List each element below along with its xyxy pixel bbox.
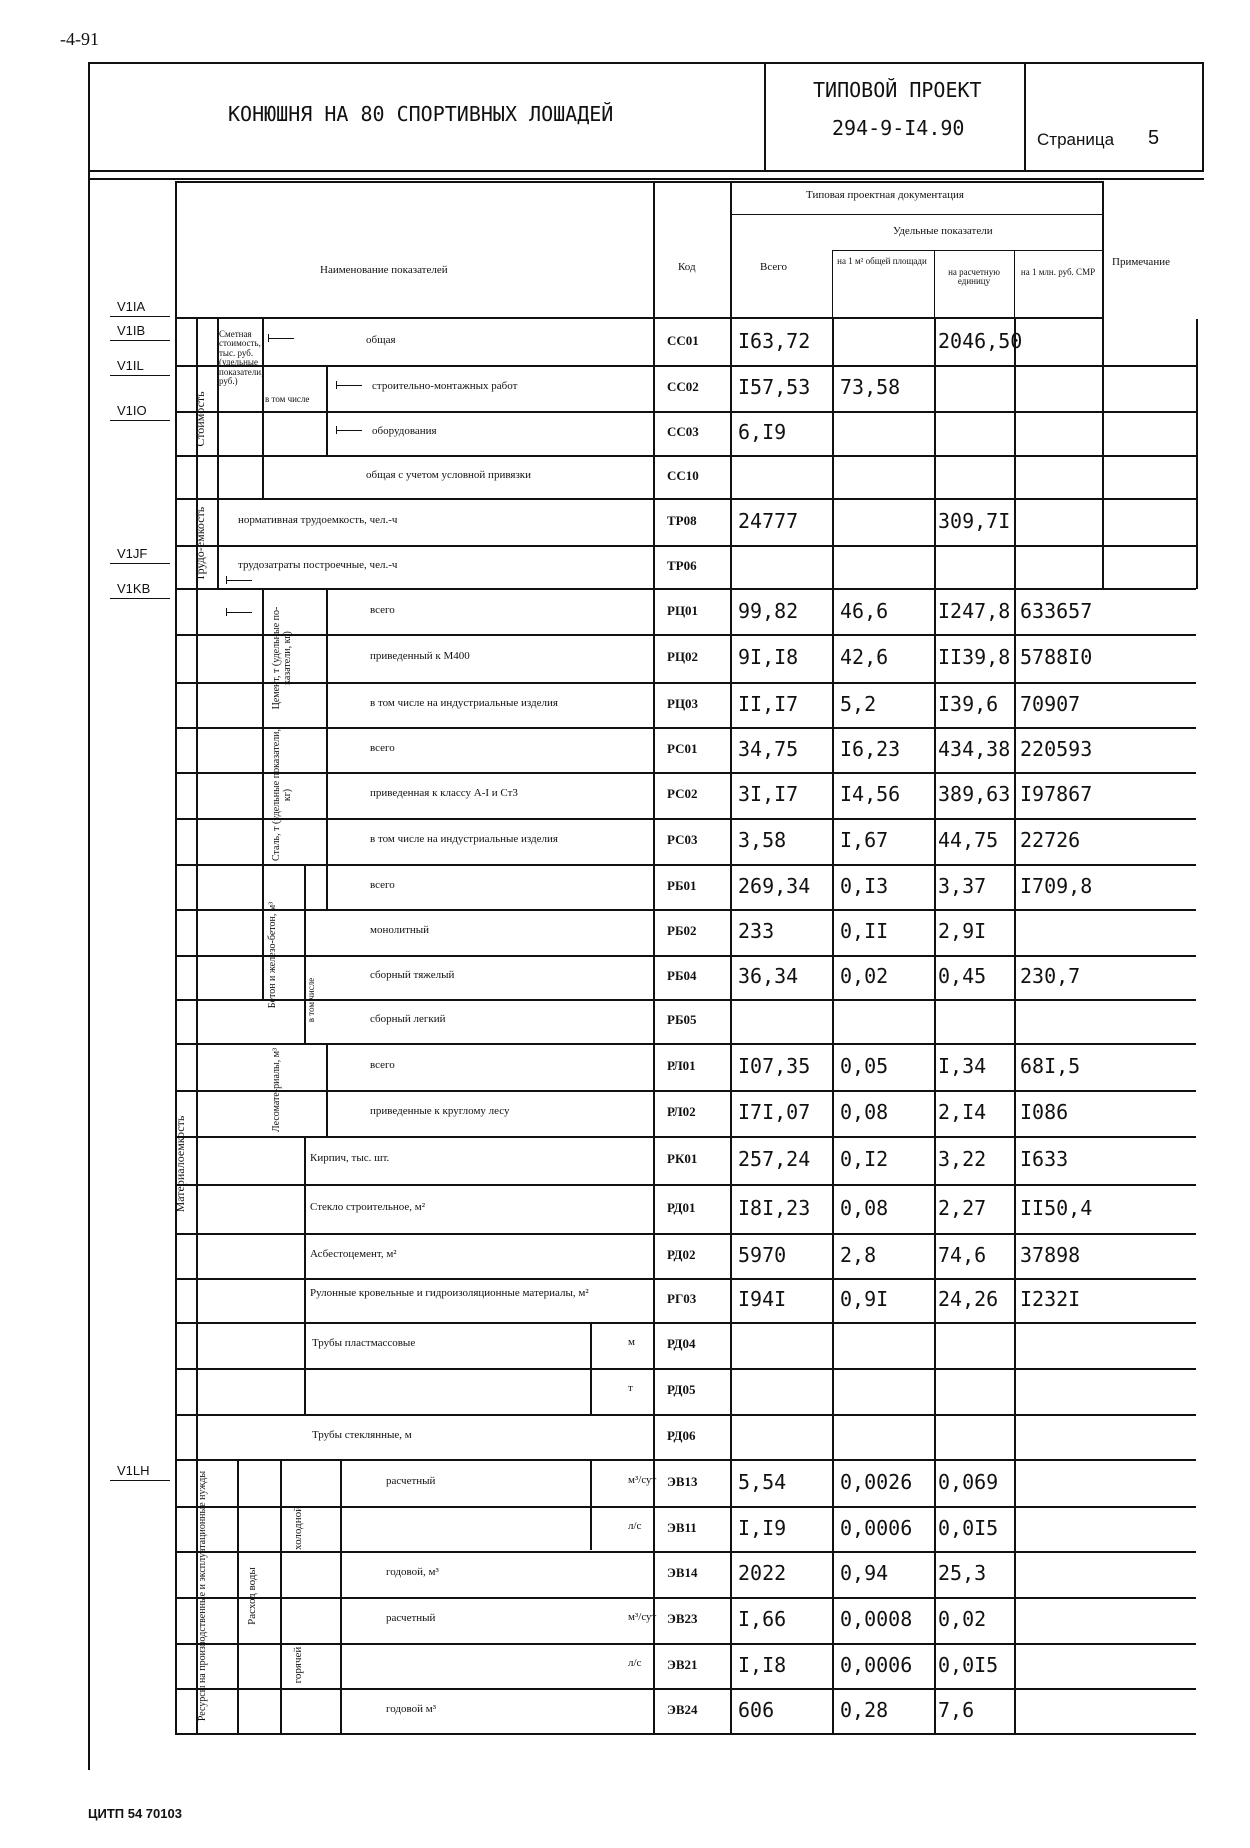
- rule-line: [175, 1551, 1196, 1553]
- row-per-m2: 0,28: [840, 1697, 889, 1722]
- row-name: Кирпич, тыс. шт.: [310, 1152, 390, 1164]
- rule-line: [175, 1733, 1196, 1735]
- row-per-m2: 0,0006: [840, 1515, 913, 1540]
- row-total: 269,34: [738, 873, 811, 898]
- rule-line: [88, 178, 1204, 180]
- row-total: 24777: [738, 508, 799, 533]
- footer-code: ЦИТП 54 70103: [88, 1806, 182, 1821]
- row-code: ТР08: [667, 512, 697, 528]
- row-name: годовой, м³: [386, 1566, 439, 1578]
- corner-label: -4-91: [60, 29, 99, 49]
- row-code: РС02: [667, 786, 698, 801]
- rule-line: [934, 319, 936, 1733]
- row-per-unit: 0,45: [938, 964, 987, 988]
- row-per-unit: 3,37: [938, 873, 987, 898]
- row-per-mln: 633657: [1020, 599, 1093, 623]
- project-type: ТИПОВОЙ ПРОЕКТ: [813, 78, 982, 102]
- row-per-unit: 2046,50: [938, 329, 1023, 353]
- row-per-m2: I,67: [840, 828, 889, 852]
- row-per-m2: 0,94: [840, 1561, 889, 1585]
- rule-line: [175, 588, 1196, 590]
- row-per-unit: 0,0I5: [938, 1515, 999, 1540]
- rule-line: [832, 250, 833, 319]
- page-number: 5: [1148, 127, 1160, 149]
- rule-line: [832, 319, 834, 1733]
- row-name: расчетный: [386, 1474, 436, 1487]
- row-per-mln: I97867: [1020, 782, 1093, 806]
- rule-line: [237, 1459, 239, 1733]
- row-per-m2: 46,6: [840, 599, 889, 623]
- section-labor: Трудо-емкость: [193, 506, 207, 582]
- rule-line: [730, 181, 732, 319]
- rule-line: [175, 1233, 1196, 1235]
- arrow-icon: [268, 338, 294, 339]
- row-per-unit: 2,27: [938, 1195, 987, 1220]
- head-name: Наименование показателей: [320, 264, 448, 276]
- rule-line: [326, 590, 328, 910]
- section-hot: горячей: [292, 1646, 304, 1684]
- row-name: общая: [366, 334, 396, 346]
- row-total: I07,35: [738, 1053, 811, 1078]
- row-name: оборудования: [372, 425, 437, 437]
- rule-line: [340, 1459, 342, 1733]
- row-per-mln: I709,8: [1020, 873, 1093, 898]
- row-per-m2: 2,8: [840, 1242, 877, 1267]
- row-name: всего: [370, 741, 395, 754]
- row-total: 99,82: [738, 599, 799, 623]
- row-per-m2: 0,08: [840, 1100, 889, 1124]
- row-per-m2: 5,2: [840, 691, 877, 716]
- rule-line: [175, 1368, 1196, 1370]
- row-total: 34,75: [738, 736, 799, 761]
- rule-line: [326, 365, 328, 455]
- row-total: 3I,I7: [738, 782, 799, 806]
- row-code: РД01: [667, 1199, 696, 1215]
- rule-line: [175, 955, 1196, 957]
- row-unit-label: м³/сут: [628, 1473, 657, 1486]
- row-name: всего: [370, 1058, 395, 1071]
- rule-line: [175, 1136, 1196, 1138]
- row-code: РД05: [667, 1382, 696, 1397]
- row-code: СС01: [667, 333, 699, 348]
- head-total: Всего: [760, 261, 787, 273]
- rule-line: [175, 772, 1196, 774]
- rule-line: [262, 590, 264, 1001]
- row-per-unit: 434,38: [938, 736, 1011, 761]
- row-code: РГ03: [667, 1291, 697, 1306]
- row-total: I7I,07: [738, 1100, 811, 1124]
- rule-line: [110, 420, 170, 421]
- row-total: 3,58: [738, 828, 787, 852]
- row-per-m2: 0,II: [840, 919, 889, 943]
- row-total: 9I,I8: [738, 645, 799, 669]
- rule-line: [175, 1643, 1196, 1645]
- row-per-unit: 0,02: [938, 1607, 987, 1631]
- rule-line: [175, 1414, 1196, 1416]
- row-total: I57,53: [738, 375, 811, 399]
- head-code: Код: [678, 261, 696, 273]
- row-name: приведенный к М400: [370, 650, 470, 662]
- row-per-m2: 0,I3: [840, 873, 889, 898]
- row-per-mln: I633: [1020, 1147, 1069, 1171]
- row-name: всего: [370, 878, 395, 891]
- row-code: РЛ01: [667, 1057, 696, 1073]
- row-per-mln: II50,4: [1020, 1195, 1093, 1220]
- rule-line: [934, 250, 935, 319]
- rule-line: [175, 1278, 1196, 1280]
- row-code: РС03: [667, 832, 698, 847]
- row-code: РЦ01: [667, 603, 699, 618]
- row-name: Рулонные кровельные и гидроизоляционные материалы, м²: [310, 1287, 589, 1299]
- row-total: II,I7: [738, 691, 799, 716]
- row-unit-label: т: [628, 1382, 633, 1394]
- rule-line: [304, 1136, 306, 1414]
- row-name: приведенные к круглому лесу: [370, 1105, 510, 1117]
- rule-line: [110, 563, 170, 564]
- row-per-mln: 70907: [1020, 691, 1081, 716]
- row-code: СС03: [667, 424, 699, 439]
- margin-label: V1IB: [117, 323, 146, 338]
- row-per-m2: I4,56: [840, 782, 901, 806]
- section-cement: Цемент, т (удельные по-казатели, кг): [271, 606, 293, 710]
- row-code: РБ05: [667, 1012, 697, 1027]
- row-name: общая с учетом условной привязки: [366, 468, 532, 481]
- row-per-unit: 0,0I5: [938, 1652, 999, 1677]
- row-per-m2: 0,05: [840, 1053, 889, 1078]
- rule-line: [280, 1597, 653, 1599]
- margin-label: V1IO: [117, 403, 147, 418]
- row-code: РД06: [667, 1427, 696, 1443]
- row-name: сборный легкий: [370, 1013, 446, 1025]
- rule-line: [1102, 319, 1104, 589]
- rule-line: [764, 62, 766, 172]
- row-total: 233: [738, 919, 775, 943]
- row-code: РК01: [667, 1151, 698, 1166]
- row-total: I,66: [738, 1607, 787, 1631]
- rule-line: [110, 375, 170, 376]
- row-per-unit: I39,6: [938, 691, 999, 716]
- row-per-m2: 0,0008: [840, 1607, 913, 1631]
- row-code: ТР06: [667, 557, 697, 573]
- row-code: РЛ02: [667, 1104, 696, 1119]
- row-per-m2: 0,02: [840, 964, 889, 988]
- row-code: РС01: [667, 740, 698, 756]
- rule-line: [1014, 319, 1016, 1733]
- head-per-m2: на 1 м² общей площади: [837, 256, 927, 266]
- section-concrete-in: в том числе: [306, 977, 316, 1023]
- row-name: монолитный: [370, 924, 430, 936]
- row-per-m2: 73,58: [840, 375, 901, 399]
- row-total: I,I9: [738, 1515, 787, 1540]
- rule-line: [1196, 319, 1198, 589]
- row-total: I8I,23: [738, 1195, 811, 1220]
- row-per-mln: 5788I0: [1020, 645, 1093, 669]
- row-code: РБ02: [667, 923, 697, 938]
- rule-line: [175, 727, 1196, 729]
- rule-line: [175, 365, 1196, 367]
- rule-line: [653, 181, 655, 319]
- row-code: ЭВ24: [667, 1701, 698, 1717]
- section-timber: Лесомате-риалы, м³: [271, 1047, 282, 1133]
- head-per-mln: на 1 млн. руб. СМР: [1020, 267, 1096, 277]
- row-total: 2022: [738, 1561, 787, 1585]
- rule-line: [175, 1459, 1196, 1461]
- row-total: 606: [738, 1697, 775, 1722]
- rule-line: [653, 319, 655, 1733]
- rule-line: [175, 818, 1196, 820]
- rule-line: [1102, 181, 1104, 319]
- row-unit-label: л/с: [628, 1519, 642, 1532]
- row-per-unit: 389,63: [938, 782, 1011, 806]
- row-total: 36,34: [738, 964, 799, 988]
- row-total: 6,I9: [738, 420, 787, 444]
- section-steel: Сталь, т (удельные показатели, кг): [271, 728, 293, 862]
- row-per-unit: 309,7I: [938, 508, 1011, 533]
- rule-line: [110, 1480, 170, 1481]
- row-name: нормативная трудоемкость, чел.-ч: [238, 513, 398, 526]
- project-number: 294-9-I4.90: [832, 116, 965, 140]
- row-total: I63,72: [738, 329, 811, 353]
- rule-line: [1014, 250, 1015, 319]
- arrow-icon: [336, 430, 362, 431]
- row-per-mln: I086: [1020, 1100, 1069, 1124]
- row-name: сборный тяжелый: [370, 969, 455, 981]
- row-code: РЦ03: [667, 695, 699, 711]
- row-name: расчетный: [386, 1612, 436, 1624]
- margin-label: V1LH: [117, 1463, 150, 1478]
- row-per-mln: 230,7: [1020, 964, 1081, 988]
- row-per-unit: 44,75: [938, 828, 999, 852]
- rule-line: [88, 172, 90, 1770]
- row-name: Трубы пластмассовые: [312, 1337, 416, 1349]
- section-concrete: Бетон и железо-бетон, м³: [267, 901, 278, 1009]
- head-specific: Удельные показатели: [893, 225, 993, 237]
- rule-line: [590, 1459, 592, 1550]
- row-per-unit: 3,22: [938, 1147, 987, 1171]
- section-cost: Стоимость: [193, 391, 207, 447]
- row-per-unit: 7,6: [938, 1697, 975, 1722]
- row-code: РД04: [667, 1336, 696, 1351]
- rule-line: [110, 316, 170, 317]
- row-total: 5970: [738, 1242, 787, 1267]
- section-water: Расход воды: [246, 1567, 258, 1625]
- margin-label: V1JF: [117, 546, 148, 561]
- rule-line: [175, 1043, 1196, 1045]
- row-code: ЭВ14: [667, 1565, 698, 1580]
- row-per-mln: 37898: [1020, 1242, 1081, 1267]
- rule-line: [175, 909, 1196, 911]
- rule-line: [196, 498, 653, 500]
- row-name: в том числе на индустриальные изделия: [370, 833, 558, 845]
- rule-line: [110, 340, 170, 341]
- margin-label: V1KB: [117, 581, 151, 596]
- rule-line: [832, 250, 1102, 251]
- row-per-unit: I,34: [938, 1053, 987, 1078]
- rule-line: [175, 181, 177, 1733]
- row-per-mln: 22726: [1020, 828, 1081, 852]
- row-name: Асбестоцемент, м²: [310, 1247, 397, 1260]
- rule-line: [590, 1322, 592, 1414]
- row-unit-label: м³/сут: [628, 1611, 657, 1623]
- rule-line: [217, 498, 219, 590]
- rule-line: [262, 365, 264, 455]
- rule-line: [175, 1184, 1196, 1186]
- rule-line: [280, 1459, 282, 1733]
- row-per-m2: 0,08: [840, 1195, 889, 1220]
- margin-label: V1IL: [117, 358, 144, 373]
- page-label: Страница: [1037, 130, 1115, 149]
- rule-line: [326, 1043, 328, 1136]
- rule-line: [730, 214, 1102, 215]
- row-name: приведенная к классу А-I и Ст3: [370, 787, 518, 799]
- head-note: Примечание: [1112, 256, 1170, 268]
- rule-line: [175, 1322, 1196, 1324]
- row-code: ЭВ11: [667, 1519, 697, 1535]
- row-per-unit: 25,3: [938, 1561, 987, 1585]
- row-total: I,I8: [738, 1652, 787, 1677]
- row-name: всего: [370, 604, 395, 616]
- row-per-m2: 0,9I: [840, 1287, 889, 1311]
- row-per-unit: 2,I4: [938, 1100, 987, 1124]
- head-group: Типовая проектная документация: [806, 189, 964, 201]
- row-per-m2: 0,0026: [840, 1469, 913, 1494]
- arrow-icon: [226, 612, 252, 613]
- rule-line: [175, 545, 1196, 547]
- row-per-unit: 74,6: [938, 1242, 987, 1267]
- rule-line: [175, 682, 1196, 684]
- section-materials: Материалоемкость: [173, 1115, 187, 1213]
- row-per-unit: 24,26: [938, 1287, 999, 1311]
- row-per-unit: 0,069: [938, 1469, 999, 1494]
- rule-line: [175, 634, 1196, 636]
- row-name: трудозатраты построечные, чел.-ч: [238, 558, 398, 571]
- row-code: ЭВ13: [667, 1473, 698, 1489]
- rule-line: [730, 319, 732, 1733]
- rule-line: [110, 598, 170, 599]
- row-per-mln: 220593: [1020, 736, 1093, 761]
- section-cost-sub: Сметная стоимость, тыс. руб. (удельные показатели, руб.): [219, 329, 264, 387]
- rule-line: [175, 1090, 1196, 1092]
- row-total: I94I: [738, 1287, 787, 1311]
- row-code: РБ01: [667, 877, 697, 893]
- row-code: РБ04: [667, 968, 697, 983]
- row-per-m2: 42,6: [840, 645, 889, 669]
- row-per-mln: 68I,5: [1020, 1053, 1081, 1078]
- arrow-icon: [226, 580, 252, 581]
- section-cold: холодной: [292, 1506, 304, 1550]
- row-code: ЭВ23: [667, 1611, 698, 1626]
- row-name: годовой м³: [386, 1702, 437, 1715]
- row-name: строительно-монтажных работ: [372, 380, 518, 392]
- row-code: СС10: [667, 467, 699, 483]
- row-per-unit: II39,8: [938, 645, 1011, 669]
- rule-line: [175, 999, 1196, 1001]
- rule-line: [175, 1506, 1196, 1508]
- section-resources: Ресурсы на производственные и эксплуатационные нужды: [197, 1470, 208, 1722]
- rule-line: [175, 455, 1196, 457]
- rule-line: [175, 411, 1196, 413]
- rule-line: [175, 864, 1196, 866]
- margin-label: V1IA: [117, 299, 146, 314]
- row-per-m2: 0,I2: [840, 1147, 889, 1171]
- row-name: Стекло строительное, м²: [310, 1200, 426, 1213]
- section-in-that: в том числе: [265, 394, 310, 404]
- row-per-m2: I6,23: [840, 736, 901, 761]
- row-per-unit: I247,8: [938, 599, 1011, 623]
- row-name: Трубы стеклянные, м: [312, 1428, 412, 1441]
- row-per-unit: 2,9I: [938, 919, 987, 943]
- row-name: в том числе на индустриальные изделия: [370, 696, 558, 709]
- row-per-m2: 0,0006: [840, 1652, 913, 1677]
- row-code: РЦ02: [667, 649, 699, 664]
- rule-line: [175, 1688, 1196, 1690]
- row-total: 257,24: [738, 1147, 811, 1171]
- row-code: РД02: [667, 1246, 696, 1262]
- rule-line: [1024, 62, 1026, 172]
- document-title: КОНЮШНЯ НА 80 СПОРТИВНЫХ ЛОШАДЕЙ: [228, 102, 614, 126]
- rule-line: [262, 365, 326, 367]
- row-code: ЭВ21: [667, 1656, 698, 1672]
- row-code: СС02: [667, 379, 699, 394]
- row-per-mln: I232I: [1020, 1287, 1081, 1311]
- row-total: 5,54: [738, 1469, 787, 1494]
- row-unit-label: л/с: [628, 1656, 642, 1669]
- arrow-icon: [336, 385, 362, 386]
- row-unit-label: м: [628, 1336, 635, 1348]
- head-per-unit: на расчетную единицу: [948, 267, 1000, 286]
